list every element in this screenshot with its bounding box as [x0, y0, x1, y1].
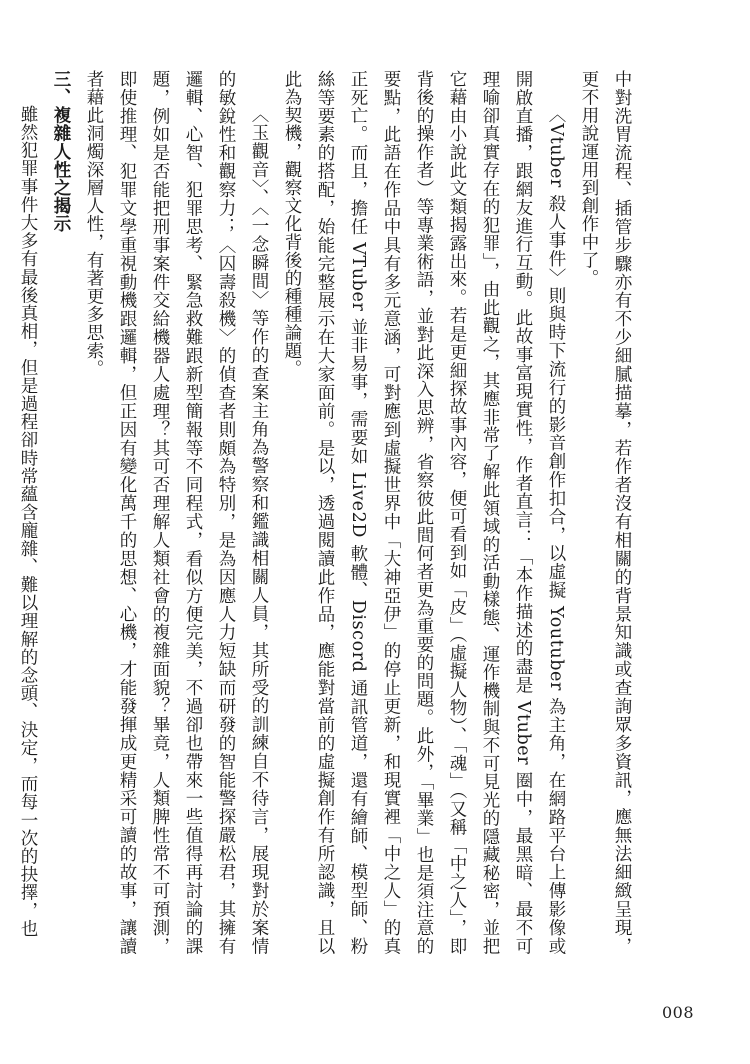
- page-number: 008: [661, 1003, 694, 1022]
- section-heading: 三、複雜人性之揭示: [51, 70, 71, 233]
- paragraph-detectives: 〈玉觀音〉、〈一念瞬間〉等作的查案主角為警察和鑑識相關人員，其所受的訓練自不待言，展現對於案情的敏銳性和觀察力；〈囚壽殺機〉的偵查者則頗為特別，是為因應人力短缺而研發的智能警探嚴松君，其擁有邏輯、心智、犯罪思考、緊急救難跟新型簡報等不同程式，看似方便完美，不過卻也帶來一些值得再討論的課題，例如是否能把刑事案件交給機器人處理？其可否理解人類社會的複雜面貌？畢竟，人類脾性常不可預測，即使推理、犯罪文學重視動機跟邏輯，但正因有變化萬千的思想、心機，才能發揮成更精采可讀的故事，讓讀者藉此洞燭深層人性，有著更多思索。: [84, 70, 269, 955]
- paragraph-vtuber: 〈Vtuber 殺人事件〉則與時下流行的影音創作扣合，以虛擬 Youtuber 為主角，在網路平台上傳影像或開啟直播，跟網友進行互動。此故事富現實性，作者直言：「本作描述的盡是 Vtuber 圈中，最黑暗、最不可理喻卻真實存在的犯罪」，由此觀之，其應非常了解此領域的活動樣態、運作機制與不可見光的隱藏秘密，並把它藉由小說此文類揭露出來。若是更細探故事內容，便可看到如「皮」（虛擬人物）、「魂」（又稱「中之人」，即背後的操作者）等專業術語，並對此深入思辨，省察彼此間何者更為重要的問題。此外，「畢業」也是須注意的要點，此語在作品中具有多元意涵，可對應到虛擬世界中「大神亞伊」的停止更新，和現實裡「中之人」的真正死亡。而且，擔任 VTuber 並非易事，需要如 Live2D 軟體、Discord 通訊管道，還有繪師、模型師、粉絲等要素的搭配，始能完整展示在大家面前。是以，透過閱讀此作品，應能對當前的虛擬創作有所認識，且以此為契機，觀察文化背後的種種論題。: [282, 70, 566, 955]
- paragraph-final: 雖然犯罪事件大多有最後真相，但是過程卻時常蘊含龐雜、難以理解的念頭、決定，而每一次的抉擇，也: [18, 105, 38, 938]
- vertical-text-block: [18, 70, 638, 955]
- paragraph-continuation: 中對洗胃流程、插管步驟亦有不少細膩描摹，若作者沒有相關的背景知識或查詢眾多資訊，應無法細緻呈現，更不用說運用到創作中了。: [579, 70, 632, 955]
